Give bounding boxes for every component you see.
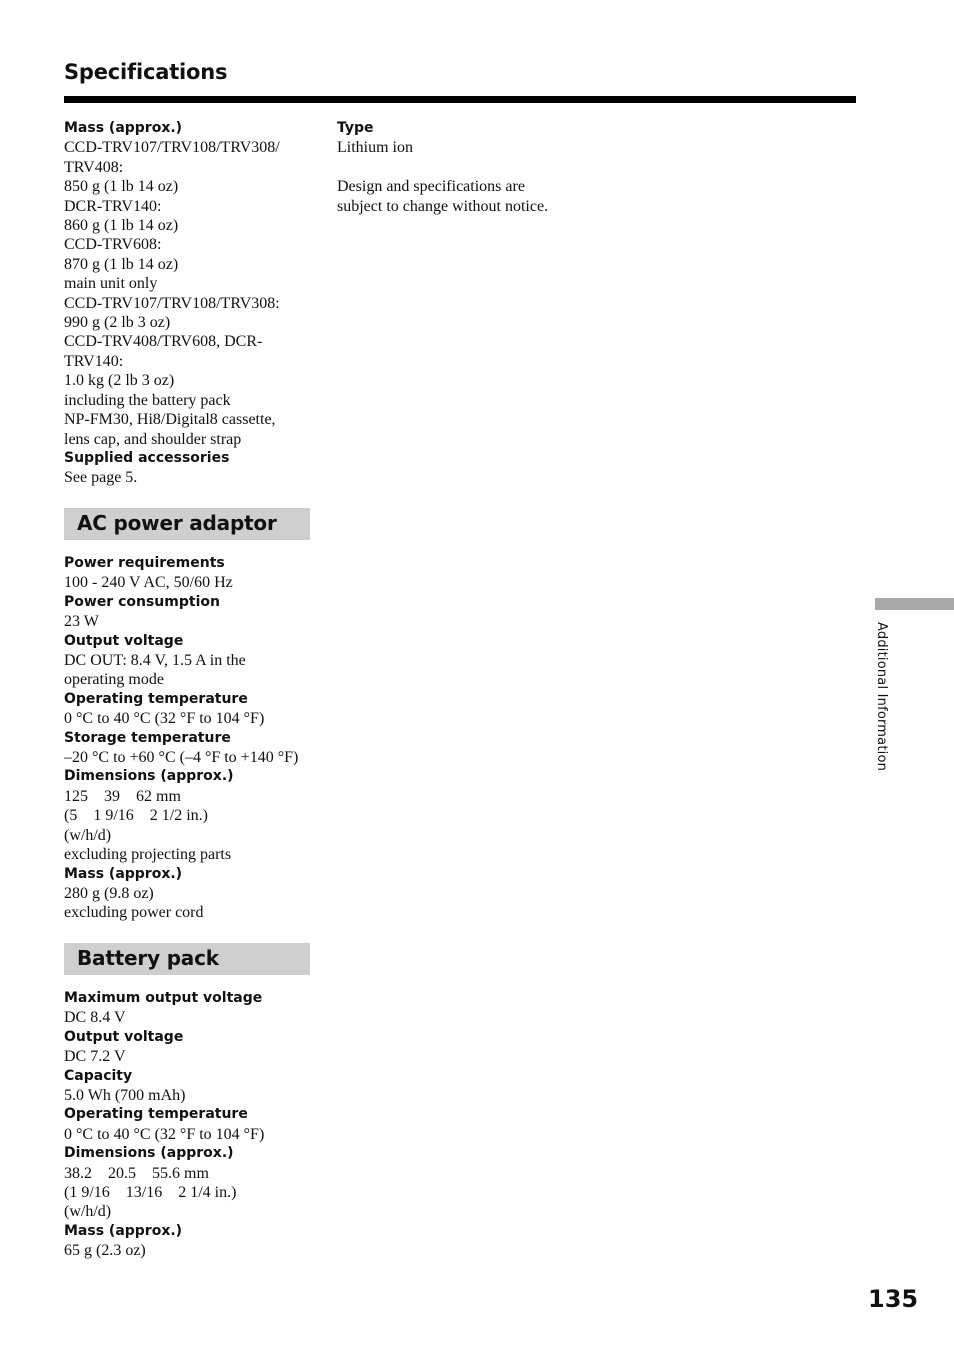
side-tab-label: Additional Information [874,622,889,772]
spec-value: 65 g (2.3 oz) [64,1242,146,1260]
spec-item [64,989,314,1028]
section-heading-text: Battery pack [77,946,219,970]
title-rule [64,96,856,103]
spec-value: See page 5. [64,469,138,487]
spec-supplied-accessories [64,449,314,488]
spec-label: Mass (approx.) [64,120,183,136]
spec-label: Supplied accessories [64,449,230,466]
spec-label: Output voltage [64,632,184,649]
spec-value: 5.0 Wh (700 mAh) [64,1087,186,1105]
battery-type-specs [337,119,597,216]
spec-item [64,632,314,690]
spec-item [64,1144,314,1222]
spec-value: DC 7.2 V [64,1048,126,1066]
spec-label: Output voltage [64,1028,184,1045]
spec-label: Power requirements [64,555,225,571]
spec-item [64,767,314,864]
section-heading-battery-pack [64,943,310,975]
spec-item [64,1222,314,1261]
spec-label: Mass (approx.) [64,1222,183,1239]
section-heading-ac-adaptor [64,508,310,540]
spec-value: 0 °C to 40 °C (32 °F to 104 °F) [64,710,265,728]
spec-label: Mass (approx.) [64,865,183,882]
ac-adaptor-specs [64,554,314,923]
notice-text: Design and specifications are subject to change without notice. [337,178,549,215]
spec-item [64,1067,314,1106]
spec-item [64,593,314,632]
main-unit-specs [64,119,314,488]
spec-value: Lithium ion [337,139,413,157]
spec-value: 125 39 62 mm (5 1 9/16 2 1/2 in.) (w/h/d) excluding projecting parts [64,787,232,864]
spec-item [64,729,314,768]
page-title: Specifications [64,60,228,84]
side-tab-marker [875,598,954,610]
spec-label: Power consumption [64,593,220,610]
spec-value: –20 °C to +60 °C (–4 °F to +140 °F) [64,749,299,767]
spec-label: Storage temperature [64,729,231,746]
spec-mass [64,119,314,449]
spec-value: 280 g (9.8 oz) excluding power cord [64,884,204,922]
spec-label: Dimensions (approx.) [64,768,234,785]
spec-value: DC 8.4 V [64,1009,126,1027]
battery-pack-specs [64,989,314,1261]
spec-label: Operating temperature [64,1106,248,1123]
spec-label: Capacity [64,1067,133,1084]
spec-item [64,865,314,923]
spec-label: Dimensions (approx.) [64,1145,234,1162]
spec-value: 0 °C to 40 °C (32 °F to 104 °F) [64,1125,265,1143]
spec-value: 100 - 240 V AC, 50/60 Hz [64,574,233,592]
spec-value: 23 W [64,613,99,631]
spec-item [64,1028,314,1067]
spec-item [64,1105,314,1144]
section-heading-text: AC power adaptor [77,511,277,535]
spec-value: 38.2 20.5 55.6 mm (1 9/16 13/16 2 1/4 in.) (w/h/d) [64,1164,237,1221]
spec-label: Type [337,120,374,136]
spec-item [64,690,314,729]
spec-label: Operating temperature [64,690,248,707]
spec-value: DC OUT: 8.4 V, 1.5 A in the operating mode [64,652,246,689]
spec-label: Maximum output voltage [64,990,263,1006]
page-number: 135 [868,1285,919,1313]
spec-item [64,554,314,593]
spec-value: CCD-TRV107/TRV108/TRV308/ TRV408: 850 g (1 lb 14 oz) DCR-TRV140: 860 g (1 lb 14 oz) CCD-TRV608: 870 g (1 lb 14 oz) main unit only CCD-TRV107/TRV108/TRV308: 990 g (2 lb 3 oz) CCD-TRV408/TRV608, DCR- TRV140: 1.0 kg (2 lb 3 oz) including the battery pack NP-FM30, Hi8/Digital8 cassette, lens cap, and shoulder strap [64,139,280,448]
